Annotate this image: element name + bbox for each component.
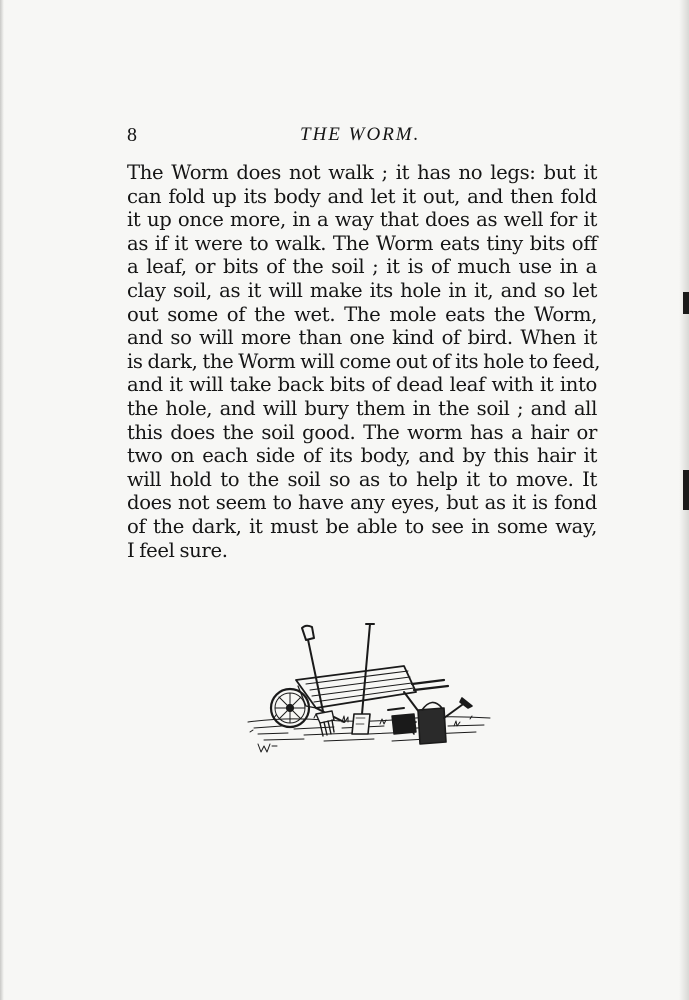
edge-scan-mark bbox=[683, 470, 689, 510]
text-line: can fold up its body and let it out, and then fold bbox=[127, 184, 597, 208]
body-text bbox=[127, 161, 601, 562]
text-line: will hold to the soil so as to help it to move. It bbox=[127, 467, 597, 491]
watering-can bbox=[411, 698, 472, 744]
edge-scan-mark bbox=[683, 292, 689, 314]
page-number: 8 bbox=[127, 124, 138, 146]
wheelbarrow-illustration bbox=[244, 622, 494, 757]
page-edge-left bbox=[0, 0, 4, 1000]
text-line: and so will more than one kind of bird. When it bbox=[127, 326, 597, 350]
text-line: The Worm does not walk ; it has no legs: but it bbox=[127, 161, 597, 184]
text-line: this does the soil good. The worm has a hair or bbox=[127, 420, 597, 444]
text-line: I feel sure. bbox=[127, 538, 228, 562]
text-line: a leaf, or bits of the soil ; it is of much use in a bbox=[127, 255, 597, 279]
text-line: as if it were to walk. The Worm eats tiny bits off bbox=[127, 231, 597, 255]
artist-monogram bbox=[258, 744, 277, 752]
running-head: THE WORM. bbox=[300, 124, 421, 145]
wheel bbox=[271, 689, 309, 727]
text-line: is dark, the Worm will come out of its hole to feed, bbox=[127, 349, 601, 373]
text-line: and it will take back bits of dead leaf with it into bbox=[127, 373, 597, 397]
text-line: does not seem to have any eyes, but as it is fond bbox=[127, 491, 597, 515]
text-line: the hole, and will bury them in the soil ; and all bbox=[127, 396, 597, 420]
text-line: of the dark, it must be able to see in some way, bbox=[127, 514, 597, 538]
text-line: clay soil, as it will make its hole in it, and so let bbox=[127, 278, 597, 302]
text-line: out some of the wet. The mole eats the Worm, bbox=[127, 302, 597, 326]
text-line: two on each side of its body, and by this hair it bbox=[127, 444, 597, 468]
text-line: it up once more, in a way that does as well for it bbox=[127, 208, 597, 232]
